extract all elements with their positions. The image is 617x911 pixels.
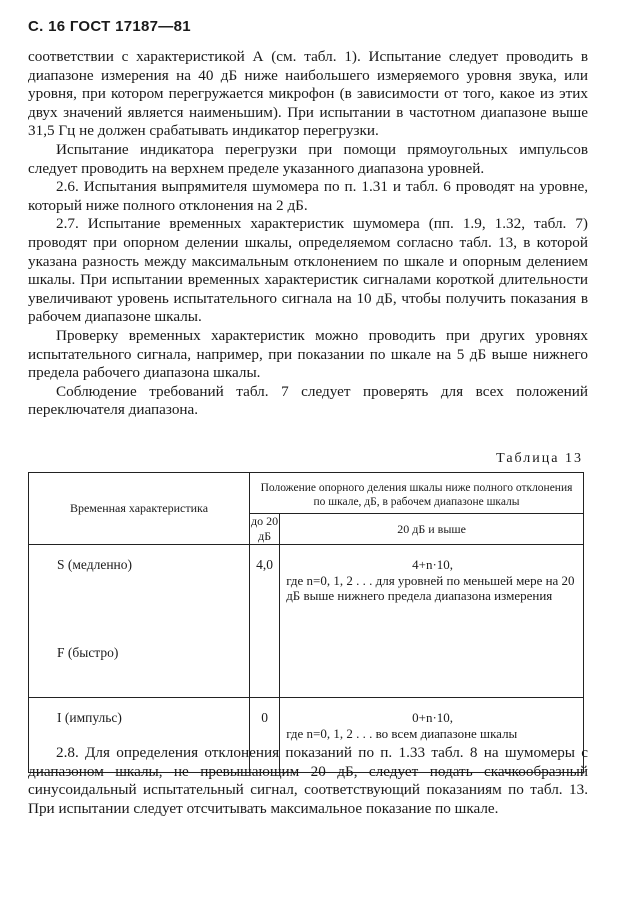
paragraph: Испытание индикатора перегрузки при помощи прямоугольных импульсов следует проводить на верхнем пределе указанного диапазона уровней. [28, 140, 588, 177]
characteristic-slow: S (медленно) [57, 557, 133, 572]
paragraph: 2.8. Для определения отклонения показаний по п. 1.33 табл. 8 на шумомеры с диапазоном шкалы, не превышающим 20 дБ, следует подать скачкообразный синусоидальный испытательный сигнал, соответствующий показаниям по табл. 13. При испытании следует отсчитывать максимальное показание по шкале. [28, 744, 588, 817]
sub-header-below-20: до 20 дБ [251, 514, 279, 543]
paragraph: 2.7. Испытание временных характеристик шумомера (пп. 1.9, 1.32, табл. 7) проводят при опорном делении шкалы, определяемом согласно табл. 13, в которой указана разность между максимальным отклонением по шкале и опорным делением шкалы. При испытании временных характеристик сигналами короткой длительности увеличивают уровень испытательного сигнала на 10 дБ, чтобы получить показания в рабочем диапазоне шкалы. [28, 215, 588, 326]
value-below-20: 4,0 [250, 545, 280, 698]
column-group-header: Положение опорного деления шкалы ниже полного отклонения по шкале, дБ, в рабочем диапазоне шкалы [250, 473, 584, 514]
characteristic-cell [29, 545, 250, 698]
formula: 0+n·10, [412, 710, 454, 725]
formula: 4+n·10, [412, 557, 454, 572]
value-below-20: 0 [250, 698, 280, 773]
formula-note: где n=0, 1, 2 . . . во всем диапазоне шкалы [286, 725, 518, 741]
page-header: С. 16 ГОСТ 17187—81 [28, 18, 191, 35]
paragraph: Проверку временных характеристик можно проводить при других уровнях испытательного сигнала, например, при показании по шкале на 5 дБ выше нижнего предела рабочего диапазона шкалы. [28, 326, 588, 382]
formula-note: где n=0, 1, 2 . . . для уровней по меньшей мере на 20 дБ выше нижнего предела диапазона измерения [286, 572, 575, 603]
sub-header-20-and-above: 20 дБ и выше [280, 514, 584, 545]
body-text [28, 48, 588, 420]
paragraph: соответствии с характеристикой А (см. табл. 1). Испытание следует проводить в диапазоне измерения на 40 дБ ниже наибольшего измеряемого уровня звука, или уровня, при котором перегружается микрофон (в зависимости от того, какое из этих двух значений является наименьшим). При испытании в частотном диапазоне выше 31,5 Гц не должен срабатывать индикатор перегрузки. [28, 48, 588, 140]
column-header-characteristic: Временная характеристика [29, 473, 250, 545]
value-20-and-above [280, 545, 584, 698]
table-row [29, 545, 584, 698]
characteristic-impulse: I (импульс) [29, 698, 250, 773]
characteristic-fast: F (быстро) [57, 645, 119, 660]
tail-text [28, 744, 588, 818]
paragraph: Соблюдение требований табл. 7 следует проверять для всех положений переключателя диапазона. [28, 382, 588, 419]
table-caption: Таблица 13 [496, 451, 583, 466]
table-13 [28, 472, 584, 773]
paragraph: 2.6. Испытания выпрямителя шумомера по п. 1.31 и табл. 6 проводят на уровне, который ниже полного отклонения на 2 дБ. [28, 178, 588, 214]
